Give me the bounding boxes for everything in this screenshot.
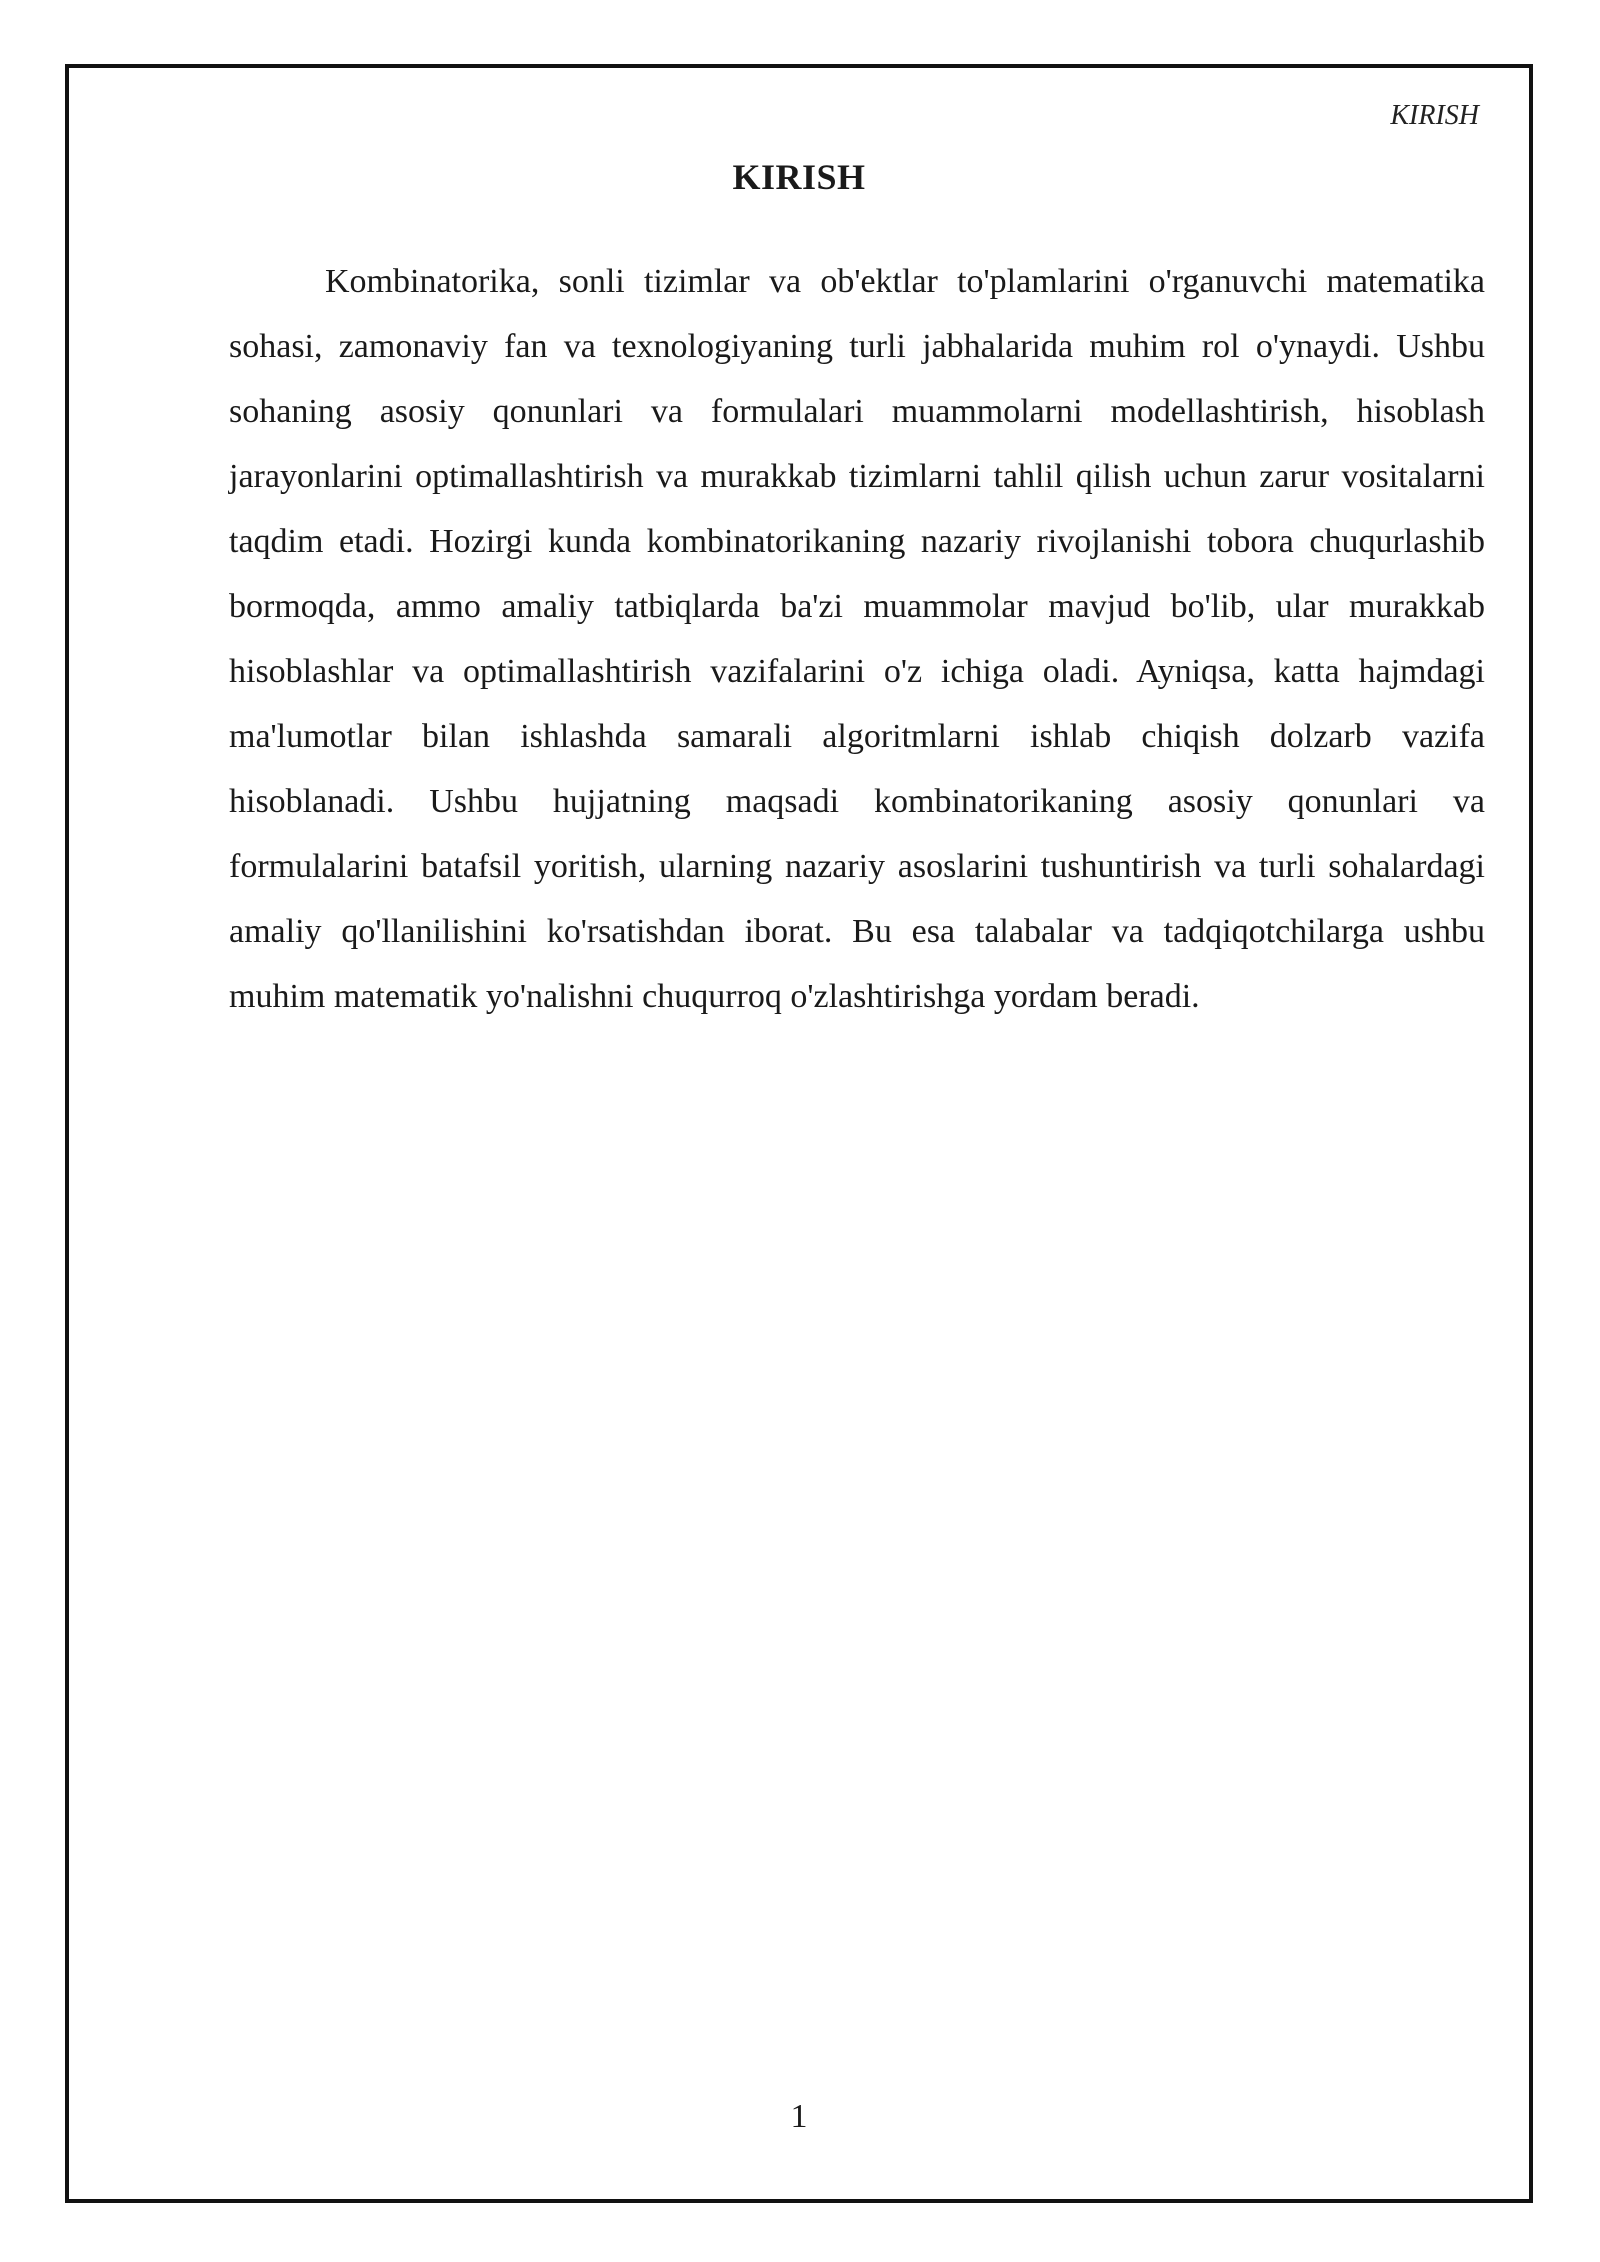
- page-title: KIRISH: [732, 157, 866, 197]
- body-paragraph: Kombinatorika, sonli tizimlar va ob'ektlar to'plamlarini o'rganuvchi matematika sohasi, zamonaviy fan va texnologiyaning turli jabhalarida muhim rol o'ynaydi. Ushbu sohaning asosiy qonunlari va formulalari muammolarni modellashtirish, hisoblash jarayonlarini optimallashtirish va murakkab tizimlarni tahlil qilish uchun zarur vositalarni taqdim etadi. Hozirgi kunda kombinatorikaning nazariy rivojlanishi tobora chuqurlashib bormoqda, ammo amaliy tatbiqlarda ba'zi muammolar mavjud bo'lib, ular murakkab hisoblashlar va optimallashtirish vazifalarini o'z ichiga oladi. Ayniqsa, katta hajmdagi ma'lumotlar bilan ishlashda samarali algoritmlarni ishlab chiqish dolzarb vazifa hisoblanadi. Ushbu hujjatning maqsadi kombinatorikaning asosiy qonunlari va formulalarini batafsil yoritish, ularning nazariy asoslarini tushuntirish va turli sohalardagi amaliy qo'llanilishini ko'rsatishdan iborat. Bu esa talabalar va tadqiqotchilarga ushbu muhim matematik yo'nalishni chuqurroq o'zlashtirishga yordam beradi.: [229, 263, 1485, 1015]
- running-header: KIRISH: [1390, 100, 1479, 131]
- page-number: 1: [790, 2098, 808, 2135]
- page-frame: [65, 64, 1533, 2203]
